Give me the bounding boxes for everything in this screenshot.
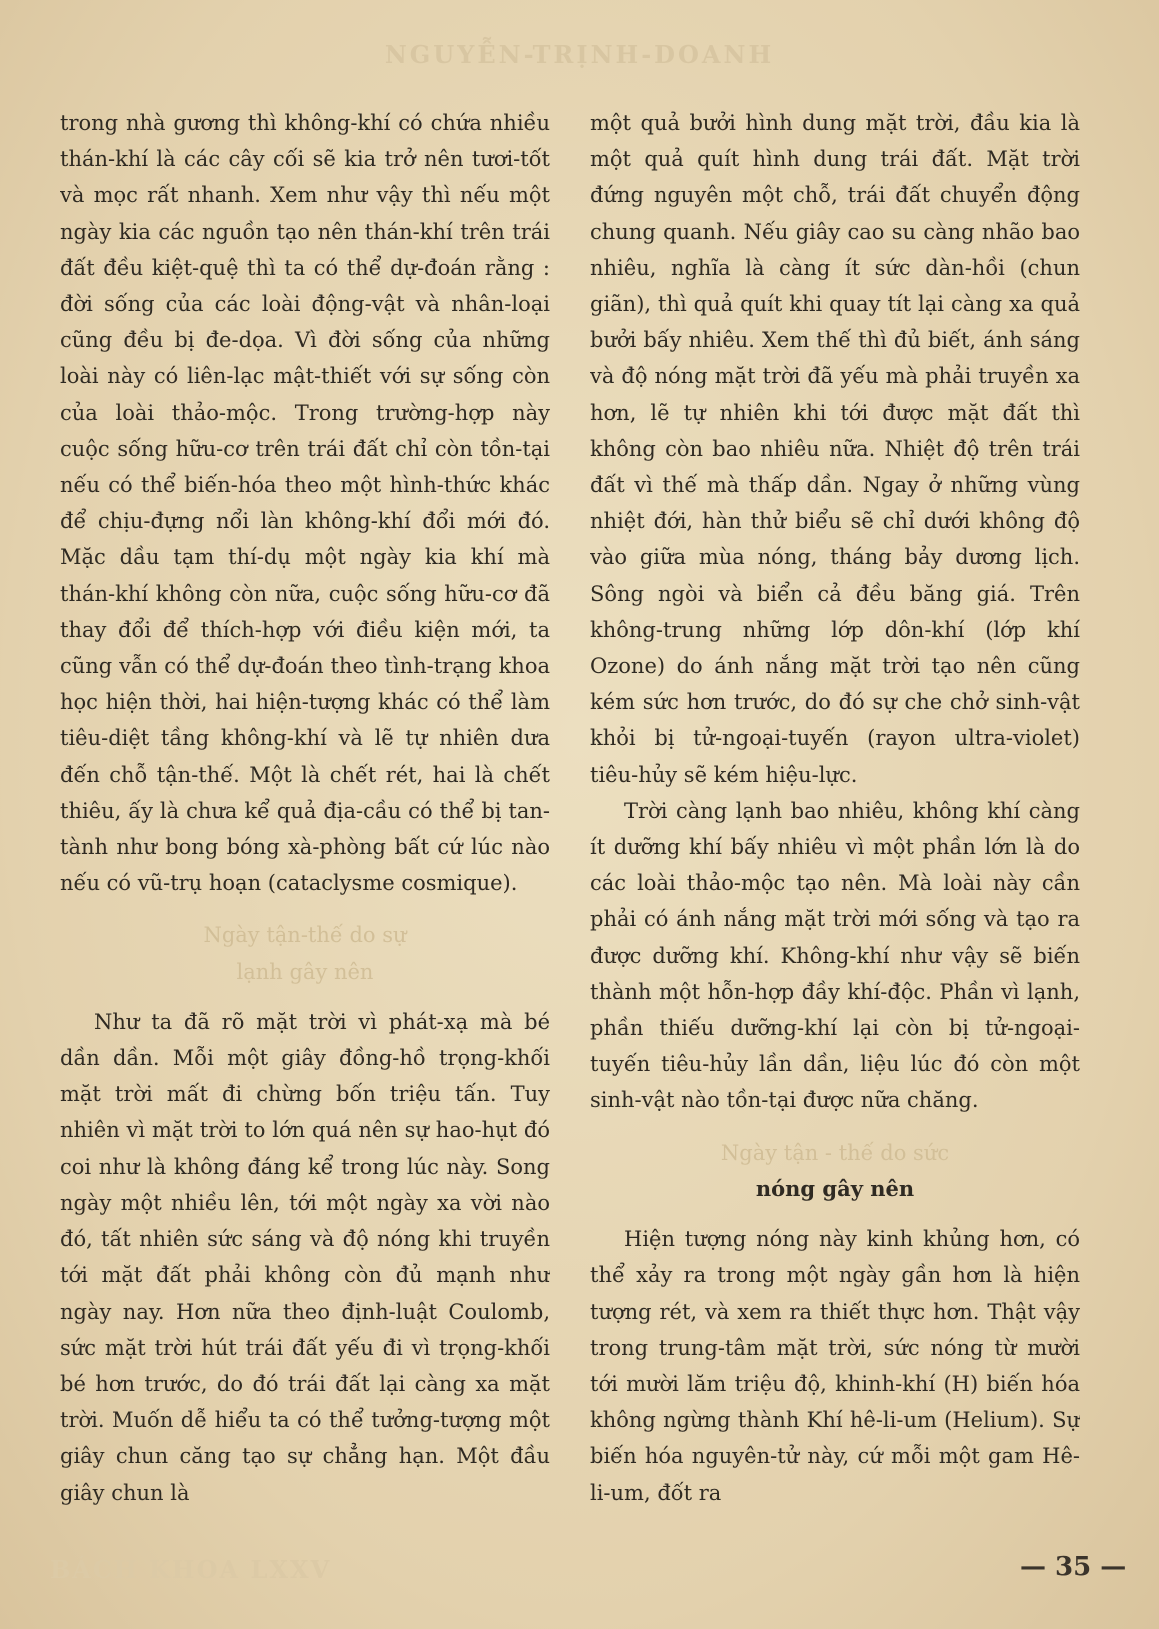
- paragraph: Hiện tượng nóng này kinh khủng hơn, có thể xảy ra trong một ngày gần hơn là hiện tượng rét, và xem ra thiết thực hơn. Thật vậy trong trung-tâm mặt trời, sức nóng từ mười tới mười lăm triệu độ, khinh-khí (H) biến hóa không ngừng thành Khí hê-li-um (Helium). Sự biến hóa nguyên-tử này, cứ mỗi một gam Hê-li-um, đốt ra: [590, 1227, 1080, 1505]
- heading-line: nóng gây nên: [755, 1175, 915, 1201]
- section-heading-heat: [590, 1135, 1080, 1207]
- section-heading-cold: [60, 917, 550, 989]
- left-column: [60, 105, 550, 1545]
- page-number: — 35 —: [1020, 1552, 1127, 1582]
- right-column: [590, 105, 1080, 1545]
- heading-line: lạnh gây nên: [236, 959, 374, 984]
- paragraph: Như ta đã rõ mặt trời vì phát-xạ mà bé dần dần. Mỗi một giây đồng-hồ trọng-khối mặt trời mất đi chừng bốn triệu tấn. Tuy nhiên vì mặt trời to lớn quá nên sự hao-hụt đó coi như là không đáng kể trong lúc này. Song ngày một nhiều lên, tới một ngày xa vời nào đó, tất nhiên sức sáng và độ nóng khi truyền tới mặt đất phải không còn đủ mạnh như ngày nay. Hơn nữa theo định-luật Coulomb, sức mặt trời hút trái đất yếu đi vì trọng-khối bé hơn trước, do đó trái đất lại càng xa mặt trời. Muốn dễ hiểu ta có thể tưởng-tượng một giây chun căng tạo sự chẳng hạn. Một đầu giây chun là: [60, 1009, 550, 1505]
- heading-line: Ngày tận-thế do sự: [203, 923, 407, 948]
- paragraph: một quả bưởi hình dung mặt trời, đầu kia là một quả quít hình dung trái đất. Mặt trời đứng nguyên một chỗ, trái đất chuyển động chung quanh. Nếu giây cao su càng nhão bao nhiêu, nghĩa là càng ít sức dàn-hồi (chun giãn), thì quả quít khi quay tít lại càng xa quả bưởi bấy nhiêu. Xem thế thì đủ biết, ánh sáng và độ nóng mặt trời đã yếu mà phải truyền xa hơn, lẽ tự nhiên khi tới được mặt đất thì không còn bao nhiêu nữa. Nhiệt độ trên trái đất vì thế mà thấp dần. Ngay ở những vùng nhiệt đới, hàn thử biểu sẽ chỉ dưới không độ vào giữa mùa nóng, tháng bảy dương lịch. Sông ngòi và biển cả đều băng giá. Trên không-trung những lớp dôn-khí (lớp khí Ozone) do ánh nắng mặt trời tạo nên cũng kém sức hơn trước, do đó sự che chở sinh-vật khỏi bị tử-ngoại-tuyến (rayon ultra-violet) tiêu-hủy sẽ kém hiệu-lực.: [590, 111, 1080, 787]
- paragraph: trong nhà gương thì không-khí có chứa nhiều thán-khí là các cây cối sẽ kia trở nên tươi-tốt và mọc rất nhanh. Xem như vậy thì nếu một ngày kia các nguồn tạo nên thán-khí trên trái đất đều kiệt-quệ thì ta có thể dự-đoán rằng : đời sống của các loài động-vật và nhân-loại cũng đều bị đe-dọa. Vì đời sống của những loài này có liên-lạc mật-thiết với sự sống còn của loài thảo-mộc. Trong trường-hợp này cuộc sống hữu-cơ trên trái đất chỉ còn tồn-tại nếu có thể biến-hóa theo một hình-thức khác để chịu-đựng nổi làn không-khí đổi mới đó. Mặc dầu tạm thí-dụ một ngày kia khí mà thán-khí không còn nữa, cuộc sống hữu-cơ đã thay đổi để thích-hợp với điều kiện mới, ta cũng vẫn có thể dự-đoán theo tình-trạng khoa học hiện thời, hai hiện-tượng khác có thể làm tiêu-diệt tầng không-khí và lẽ tự nhiên dưa đến chỗ tận-thế. Một là chết rét, hai là chết thiêu, ấy là chưa kể quả địa-cầu có thể bị tan-tành như bong bóng xà-phòng bất cứ lúc nào nếu có vũ-trụ hoạn (cataclysme cosmique).: [60, 111, 550, 896]
- running-header: NGUYỄN-TRỊNH-DOANH: [384, 40, 775, 69]
- publication-footer: BÁCH KHOA LXXV: [50, 1555, 332, 1584]
- paragraph: Trời càng lạnh bao nhiêu, không khí càng ít dưỡng khí bấy nhiêu vì một phần lớn là do các loài thảo-mộc tạo nên. Mà loài này cần phải có ánh nắng mặt trời mới sống và tạo ra được dưỡng khí. Không-khí như vậy sẽ biến thành một hỗn-hợp đầy khí-độc. Phần vì lạnh, phần thiếu dưỡng-khí lại còn bị tử-ngoại-tuyến tiêu-hủy lần dần, liệu lúc đó còn một sinh-vật nào tồn-tại được nữa chăng.: [590, 798, 1080, 1113]
- heading-line: Ngày tận - thế do sức: [720, 1140, 950, 1165]
